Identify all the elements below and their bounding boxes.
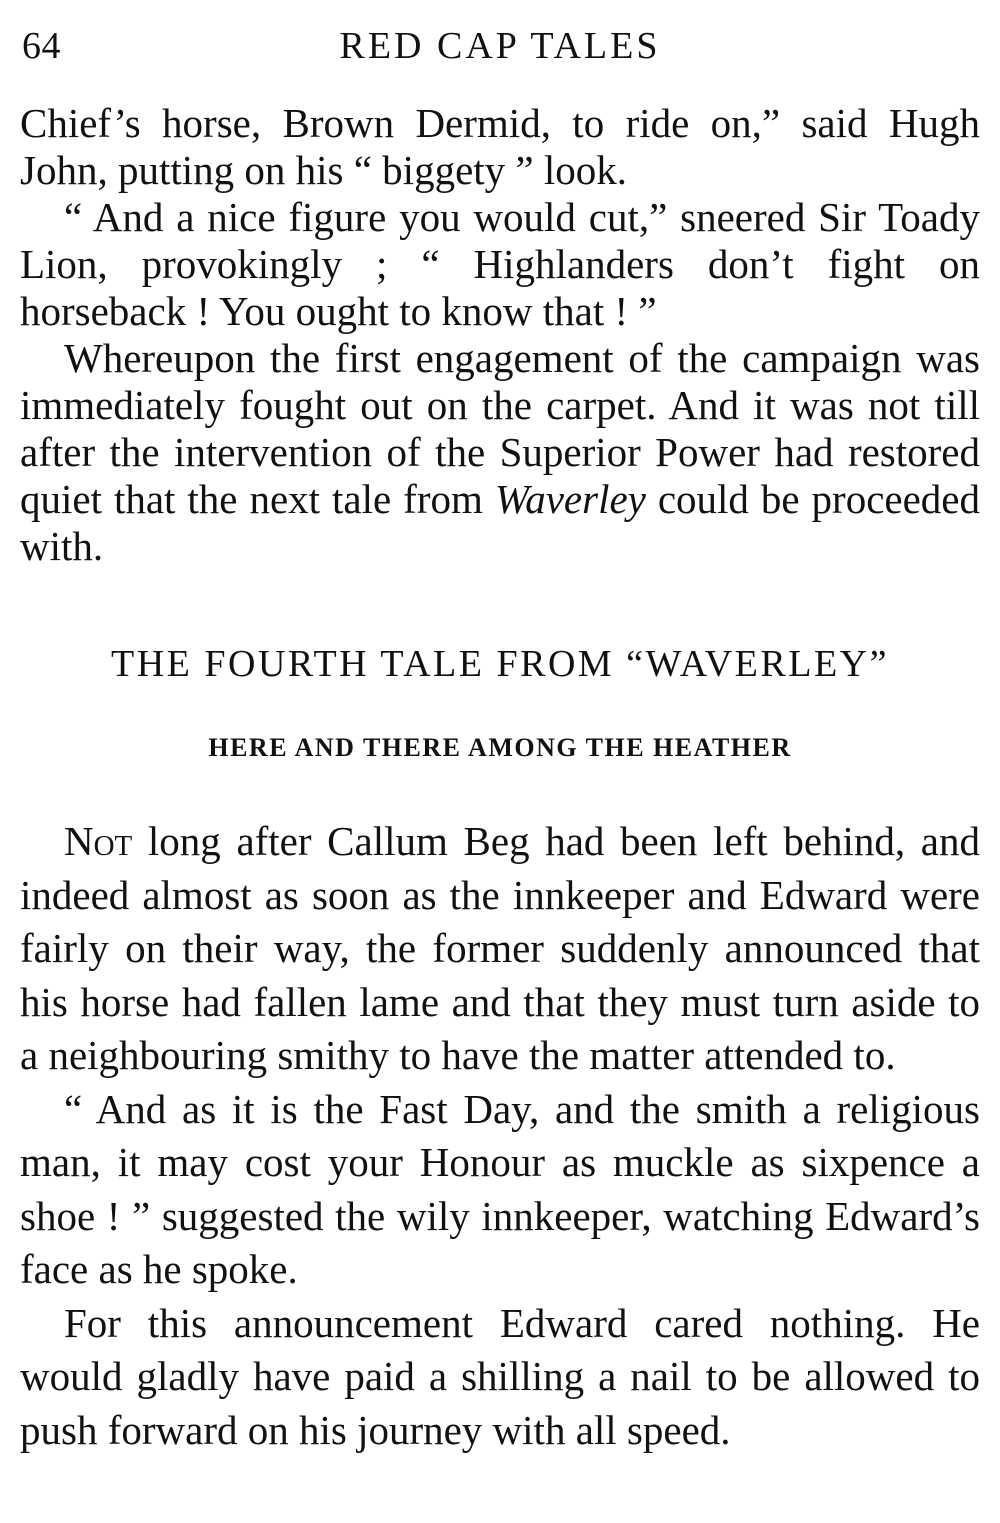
- body-paragraph-3: For this announcement Edward cared nothing. He would gladly have paid a shilling a nail to be allowed to push forward on his journey with all speed.: [20, 1299, 980, 1453]
- book-title-waverley: Waverley: [494, 476, 646, 522]
- body-paragraph-1: [20, 815, 980, 1083]
- chapter-title: THE FOURTH TALE FROM “WAVERLEY”: [111, 643, 889, 685]
- intro-paragraph-1: Chief’s horse, Brown Dermid, to ride on,” said Hugh John, putting on his “ biggety ” look.: [20, 100, 980, 193]
- intro-text: [20, 100, 980, 570]
- running-head: [22, 18, 978, 70]
- body-paragraph-1-text: long after Callum Beg had been left behind, and indeed almost as soon as the innkeeper and Edward were fairly on their way, the former suddenly announced that his horse had fallen lame and that they must turn aside to a neighbouring smithy to have the matter attended to.: [20, 818, 980, 1078]
- chapter-text: [20, 815, 980, 1457]
- intro-paragraph-3-text: Whereupon the first engagement of the campaign was immediately fought out on the carpet. And it was not till after the intervention of the Superior Power had restored quiet that the next tale from: [20, 335, 980, 522]
- intro-paragraph-2: “ And a nice figure you would cut,” sneered Sir Toady Lion, provokingly ; “ Highlanders don’t fight on horseback ! You ought to know that ! ”: [20, 194, 980, 334]
- intro-paragraph-3: [20, 335, 980, 570]
- intro-paragraph-3-end: could be proceeded with.: [20, 476, 980, 569]
- body-paragraph-2: “ And as it is the Fast Day, and the smith a religious man, it may cost your Honour as muckle as sixpence a shoe ! ” suggested the wily innkeeper, watching Edward’s face as he spoke.: [20, 1085, 980, 1292]
- running-title: RED CAP TALES: [339, 25, 661, 67]
- chapter-subtitle: HERE AND THERE AMONG THE HEATHER: [208, 733, 792, 762]
- page-number: 64: [22, 25, 61, 67]
- opening-word: Not: [64, 818, 133, 864]
